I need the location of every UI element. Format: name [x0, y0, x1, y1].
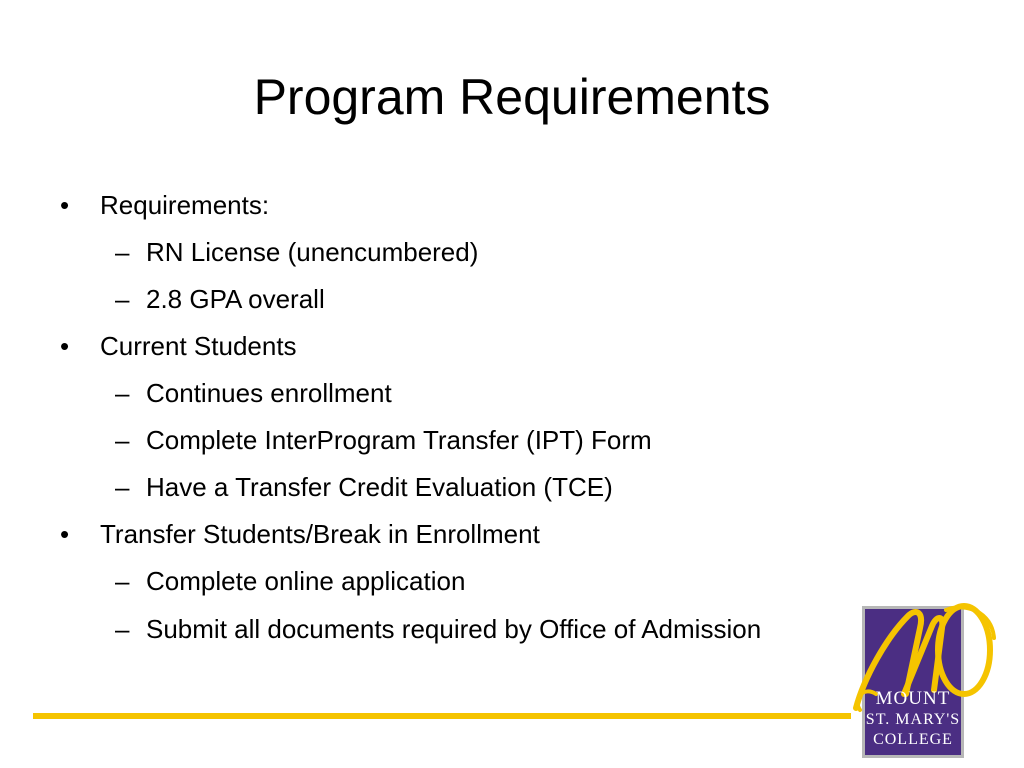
footer-rule [33, 713, 851, 719]
logo-text-college: COLLEGE [873, 731, 953, 748]
dash-marker: – [115, 472, 130, 502]
list-item-text: Complete online application [146, 566, 466, 596]
list-item-text: Current Students [100, 331, 297, 361]
list-item-text: Complete InterProgram Transfer (IPT) Form [146, 425, 652, 455]
dash-marker: – [115, 614, 130, 644]
bullet-marker: • [60, 331, 70, 361]
college-logo [846, 598, 998, 762]
dash-marker: – [115, 378, 130, 408]
list-item-text: 2.8 GPA overall [146, 284, 325, 314]
logo-text-st-marys: ST. MARY'S [865, 711, 961, 728]
list-item-text: Transfer Students/Break in Enrollment [100, 519, 540, 549]
list-item-text: Requirements: [100, 190, 270, 220]
dash-marker: – [115, 284, 130, 314]
dash-marker: – [115, 237, 130, 267]
dash-marker: – [115, 566, 130, 596]
slide-title: Program Requirements [253, 69, 771, 125]
list-item-text: Continues enrollment [146, 378, 392, 408]
logo-text-mount: MOUNT [875, 688, 951, 709]
dash-marker: – [115, 425, 130, 455]
bullet-marker: • [60, 190, 70, 220]
list-item-text: Submit all documents required by Office of Admission [146, 614, 762, 644]
list-item-text: Have a Transfer Credit Evaluation (TCE) [146, 472, 613, 502]
list-item-text: RN License (unencumbered) [146, 237, 479, 267]
bullet-marker: • [60, 519, 70, 549]
